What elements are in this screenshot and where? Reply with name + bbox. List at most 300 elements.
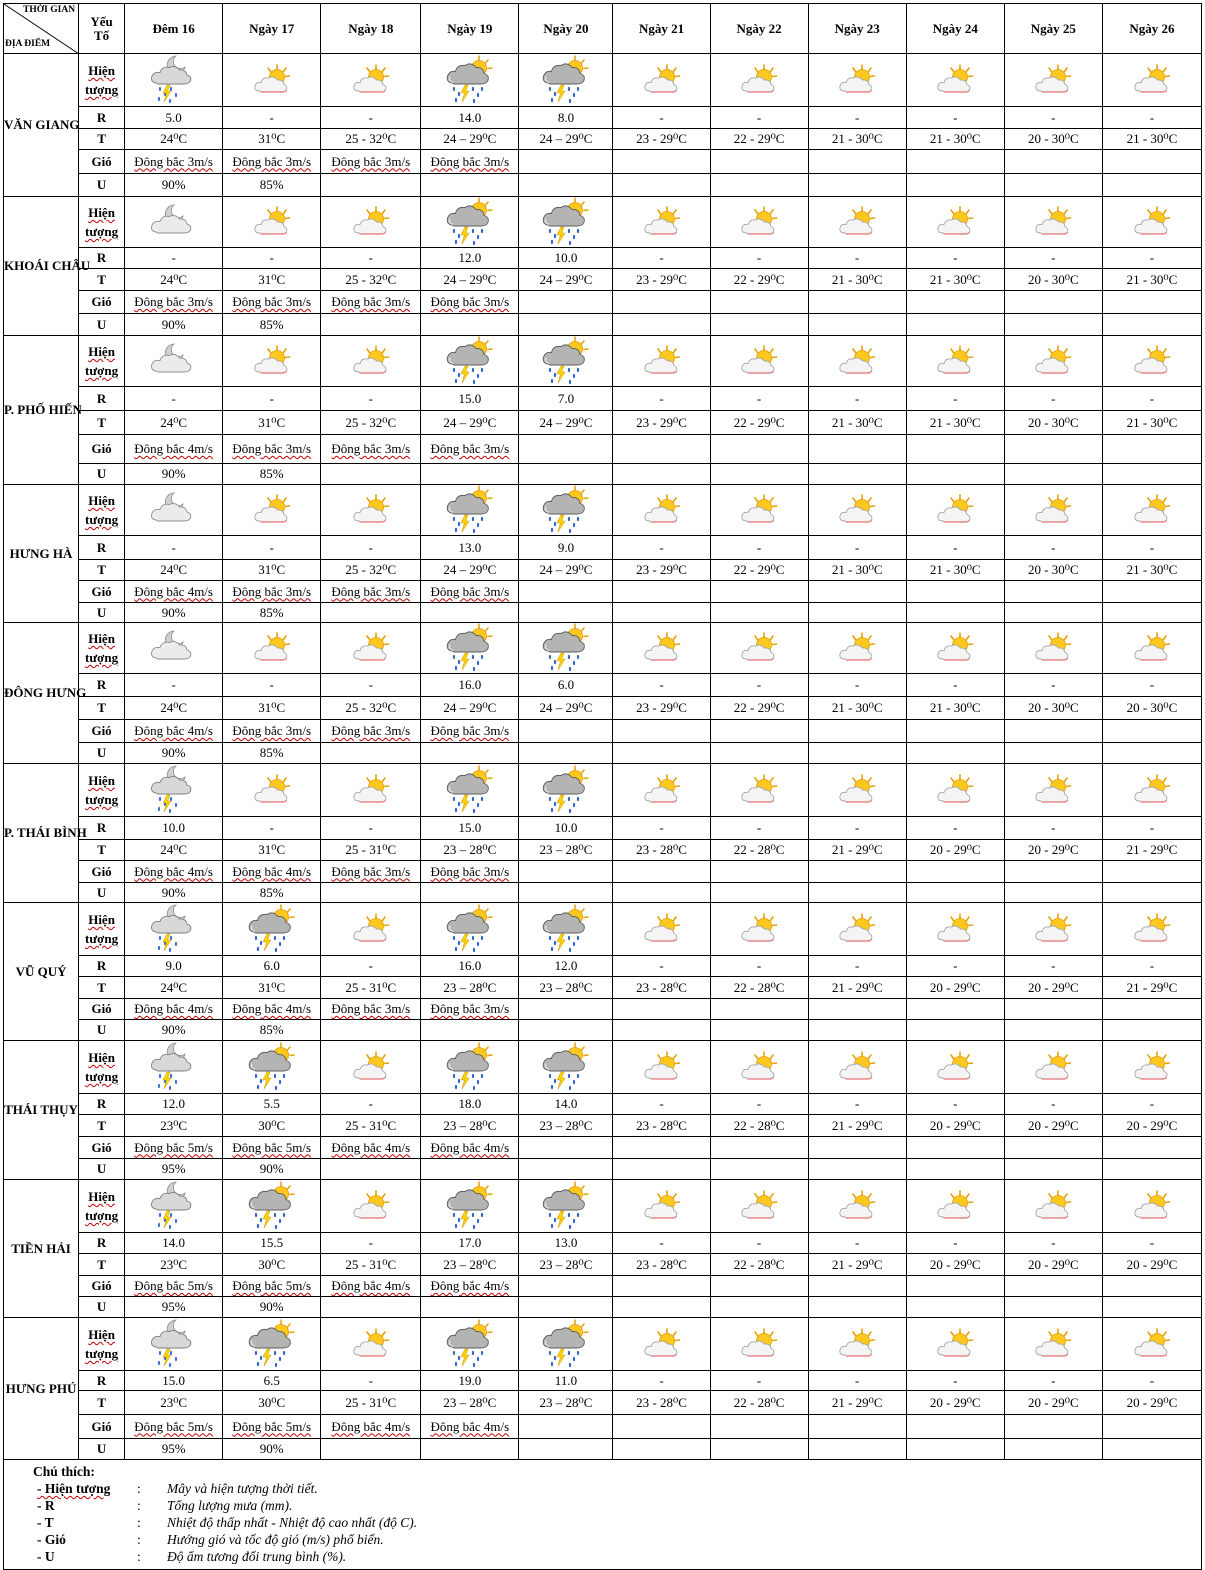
label-u: U: [79, 883, 125, 903]
wind-value: [421, 1276, 519, 1297]
temp-value: 31⁰C: [223, 269, 321, 291]
temp-value: 25 - 32⁰C: [321, 560, 421, 581]
humidity-value: [1004, 464, 1102, 485]
night-thunderstorm-icon: [125, 54, 222, 106]
weather-cell: [1004, 764, 1102, 817]
night-thunderstorm-icon: [125, 764, 222, 816]
humidity-value: [906, 1159, 1004, 1180]
rain-value: 12.0: [125, 1094, 223, 1115]
humidity-value: [1102, 743, 1201, 764]
label-t: T: [79, 697, 125, 720]
temp-value: 23 - 29⁰C: [613, 269, 710, 291]
rain-value: -: [808, 248, 906, 269]
weather-cell: [223, 1318, 321, 1371]
wind-value: [223, 581, 321, 603]
rain-value: -: [1102, 1233, 1201, 1254]
wind-value: [321, 435, 421, 464]
rain-value: -: [1102, 956, 1201, 977]
sun-behind-cloud-icon: [809, 344, 906, 378]
sun-behind-cloud-icon: [809, 63, 906, 97]
thunderstorm-icon: [519, 1042, 612, 1092]
rain-value: -: [223, 248, 321, 269]
humidity-value: [519, 883, 613, 903]
wind-value: [710, 1137, 808, 1159]
label-r: R: [79, 817, 125, 840]
temp-value: 21 - 30⁰C: [1102, 269, 1201, 291]
weather-cell: [321, 1318, 421, 1371]
temp-value: 21 - 30⁰C: [808, 129, 906, 150]
sun-behind-cloud-icon: [1103, 1189, 1201, 1223]
humidity-value: [519, 743, 613, 764]
wind-value: [125, 999, 223, 1020]
r-row: [4, 956, 1202, 977]
wind-value: [906, 999, 1004, 1020]
wind-value: [710, 720, 808, 743]
gio-row: [4, 291, 1202, 314]
note-key: - U: [37, 1549, 55, 1564]
wind-value: [223, 999, 321, 1020]
sun-behind-cloud-icon: [223, 344, 320, 378]
wind-value: [710, 291, 808, 314]
wind-text: Đông bắc 3m/s: [331, 441, 411, 456]
temp-value: 21 - 30⁰C: [906, 411, 1004, 435]
humidity-value: [613, 603, 710, 623]
temp-value: 31⁰C: [223, 697, 321, 720]
weather-cell: [421, 1180, 519, 1233]
t-row: [4, 1391, 1202, 1415]
rain-value: -: [613, 248, 710, 269]
humidity-value: [1004, 1159, 1102, 1180]
note-description: Độ ẩm tương đối trung bình (%).: [167, 1549, 347, 1564]
note-line: [4, 1480, 1201, 1497]
day-header-5: Ngày 21: [613, 4, 710, 54]
rain-value: -: [906, 674, 1004, 697]
rain-value: 6.0: [223, 956, 321, 977]
sun-behind-cloud-icon: [1005, 1189, 1102, 1223]
location-name: KHOÁI CHÂU: [4, 197, 79, 336]
sun-behind-cloud-icon: [809, 493, 906, 527]
weather-cell: [421, 197, 519, 248]
weather-cell: [1102, 485, 1201, 536]
temp-value: 25 - 31⁰C: [321, 840, 421, 861]
label-gio: Gió: [79, 150, 125, 174]
thunderstorm-icon: [421, 1319, 518, 1369]
sun-behind-cloud-icon: [1103, 1327, 1201, 1361]
wind-value: [613, 581, 710, 603]
humidity-value: 90%: [125, 464, 223, 485]
weather-cell: [808, 485, 906, 536]
label-r: R: [79, 107, 125, 129]
weather-cell: [613, 197, 710, 248]
rain-value: 7.0: [519, 387, 613, 411]
rain-value: -: [321, 107, 421, 129]
humidity-value: [421, 314, 519, 336]
label-t: T: [79, 411, 125, 435]
rain-value: -: [710, 387, 808, 411]
weather-cell: [125, 54, 223, 107]
wind-value: [421, 720, 519, 743]
weather-cell: [906, 197, 1004, 248]
label-hien-tuong-text: Hiện tượng: [85, 631, 119, 665]
header-corner: [4, 4, 79, 54]
humidity-value: [710, 1020, 808, 1041]
temp-value: 23 – 28⁰C: [421, 1254, 519, 1276]
thunderstorm-icon: [519, 904, 612, 954]
wind-value: [519, 581, 613, 603]
temp-value: 24⁰C: [125, 840, 223, 861]
temp-value: 24⁰C: [125, 977, 223, 999]
humidity-value: [1004, 314, 1102, 336]
note-line: [4, 1497, 1201, 1514]
weather-cell: [223, 54, 321, 107]
temp-value: 21 - 30⁰C: [808, 560, 906, 581]
wind-text: Đông bắc 4m/s: [134, 1001, 213, 1016]
wind-value: [1102, 861, 1201, 883]
sun-behind-cloud-icon: [223, 773, 320, 807]
rain-value: 15.0: [421, 387, 519, 411]
rain-value: -: [710, 536, 808, 560]
label-u: U: [79, 603, 125, 623]
sun-behind-cloud-icon: [223, 493, 320, 527]
label-gio: Gió: [79, 861, 125, 883]
humidity-value: [710, 743, 808, 764]
night-thunderstorm-icon: [125, 1180, 222, 1232]
temp-value: 21 - 29⁰C: [1102, 840, 1201, 861]
temp-value: 20 - 29⁰C: [906, 1115, 1004, 1137]
rain-value: -: [808, 956, 906, 977]
temp-value: 20 - 29⁰C: [1004, 840, 1102, 861]
weather-cell: [223, 764, 321, 817]
wind-value: [421, 999, 519, 1020]
weather-cell: [421, 336, 519, 387]
wind-value: [808, 581, 906, 603]
wind-text: Đông bắc 4m/s: [134, 723, 213, 738]
thunderstorm-icon: [223, 1319, 320, 1369]
wind-value: [808, 999, 906, 1020]
humidity-value: [1004, 1297, 1102, 1318]
rain-value: -: [125, 387, 223, 411]
temp-value: 20 - 29⁰C: [1102, 1115, 1201, 1137]
humidity-value: [519, 174, 613, 197]
wind-value: [125, 1137, 223, 1159]
temp-value: 22 - 28⁰C: [710, 1254, 808, 1276]
temp-value: 21 - 30⁰C: [808, 411, 906, 435]
weather-cell: [223, 903, 321, 956]
weather-cell: [519, 336, 613, 387]
sun-behind-cloud-icon: [321, 1327, 420, 1361]
hien-tuong-row: [4, 485, 1202, 536]
rain-value: -: [1102, 107, 1201, 129]
temp-value: 23 - 28⁰C: [613, 1254, 710, 1276]
wind-value: [906, 435, 1004, 464]
thunderstorm-icon: [421, 485, 518, 535]
label-t: T: [79, 1391, 125, 1415]
weather-cell: [1004, 1041, 1102, 1094]
weather-cell: [321, 903, 421, 956]
label-u: U: [79, 1159, 125, 1180]
humidity-value: [321, 314, 421, 336]
night-thunderstorm-icon: [125, 903, 222, 955]
rain-value: -: [906, 1094, 1004, 1115]
sun-behind-cloud-icon: [1005, 205, 1102, 239]
wind-text: Đông bắc 4m/s: [430, 1139, 510, 1155]
rain-value: 10.0: [519, 248, 613, 269]
wind-text: Đông bắc 4m/s: [134, 583, 213, 599]
wind-value: [1102, 720, 1201, 743]
humidity-value: [808, 1297, 906, 1318]
wind-text: Đông bắc 4m/s: [430, 1418, 510, 1434]
temp-value: 23⁰C: [125, 1391, 223, 1415]
wind-value: [1102, 999, 1201, 1020]
label-hien-tuong-text: Hiện tượng: [85, 493, 119, 527]
humidity-value: [710, 883, 808, 903]
sun-behind-cloud-icon: [809, 1189, 906, 1223]
location-name: ĐÔNG HƯNG: [4, 623, 79, 764]
temp-value: 23 – 28⁰C: [519, 1391, 613, 1415]
wind-text: Đông bắc 4m/s: [331, 1418, 411, 1434]
label-hien-tuong-text: Hiện tượng: [85, 1050, 119, 1084]
wind-value: [223, 291, 321, 314]
humidity-value: 90%: [125, 1020, 223, 1041]
humidity-value: [613, 1020, 710, 1041]
label-u: U: [79, 314, 125, 336]
humidity-value: [613, 1159, 710, 1180]
wind-value: [223, 861, 321, 883]
wind-value: [808, 1276, 906, 1297]
rain-value: -: [710, 674, 808, 697]
label-u: U: [79, 743, 125, 764]
wind-text: Đông bắc 3m/s: [232, 723, 312, 738]
wind-value: [421, 291, 519, 314]
wind-value: [519, 720, 613, 743]
rain-value: 14.0: [519, 1094, 613, 1115]
rain-value: -: [710, 107, 808, 129]
temp-value: 21 - 29⁰C: [1102, 977, 1201, 999]
wind-value: [613, 1276, 710, 1297]
note-description: Nhiệt độ thấp nhất - Nhiệt độ cao nhất (độ C).: [167, 1515, 418, 1530]
wind-text: Đông bắc 3m/s: [232, 441, 312, 456]
gio-row: [4, 150, 1202, 174]
wind-value: [421, 150, 519, 174]
wind-text: Đông bắc 5m/s: [232, 1139, 312, 1155]
temp-value: 20 - 29⁰C: [1102, 1254, 1201, 1276]
thunderstorm-icon: [421, 1042, 518, 1092]
forecast-table: [3, 3, 1202, 1570]
temp-value: 23 – 28⁰C: [421, 1391, 519, 1415]
wind-text: Đông bắc 3m/s: [430, 863, 510, 879]
temp-value: 20 - 30⁰C: [1004, 697, 1102, 720]
u-row: [4, 174, 1202, 197]
rain-value: -: [613, 1233, 710, 1254]
location-name: VŨ QUÝ: [4, 903, 79, 1041]
humidity-value: [421, 1297, 519, 1318]
temp-value: 20 - 29⁰C: [1102, 1391, 1201, 1415]
weather-cell: [321, 1041, 421, 1094]
rain-value: -: [906, 387, 1004, 411]
weather-cell: [519, 54, 613, 107]
location-name: TIỀN HẢI: [4, 1180, 79, 1318]
humidity-value: [1102, 464, 1201, 485]
rain-value: -: [906, 817, 1004, 840]
notes-row: [4, 1460, 1202, 1570]
label-r: R: [79, 1233, 125, 1254]
gio-row: [4, 1415, 1202, 1439]
sun-behind-cloud-icon: [613, 1327, 709, 1361]
humidity-value: [519, 1159, 613, 1180]
weather-cell: [710, 1180, 808, 1233]
label-r: R: [79, 1371, 125, 1391]
sun-behind-cloud-icon: [321, 773, 420, 807]
rain-value: -: [321, 1371, 421, 1391]
weather-cell: [808, 336, 906, 387]
humidity-value: [421, 174, 519, 197]
temp-value: 31⁰C: [223, 129, 321, 150]
t-row: [4, 560, 1202, 581]
weather-cell: [808, 623, 906, 674]
humidity-value: [1004, 174, 1102, 197]
weather-cell: [1004, 903, 1102, 956]
sun-behind-cloud-icon: [809, 1327, 906, 1361]
sun-behind-cloud-icon: [321, 1050, 420, 1084]
wind-value: [321, 1415, 421, 1439]
weather-cell: [519, 197, 613, 248]
sun-behind-cloud-icon: [1103, 631, 1201, 665]
humidity-value: [613, 743, 710, 764]
label-hien-tuong-text: Hiện tượng: [85, 1327, 119, 1361]
wind-value: [1004, 1415, 1102, 1439]
weather-cell: [1102, 54, 1201, 107]
humidity-value: [321, 883, 421, 903]
weather-cell: [808, 903, 906, 956]
humidity-value: 90%: [125, 603, 223, 623]
wind-text: Đông bắc 4m/s: [232, 863, 312, 879]
note-key: - R: [37, 1498, 55, 1513]
sun-behind-cloud-icon: [1103, 1050, 1201, 1084]
note-line: [4, 1531, 1201, 1548]
humidity-value: [1102, 1020, 1201, 1041]
humidity-value: [808, 743, 906, 764]
weather-cell: [808, 1180, 906, 1233]
temp-value: 21 - 29⁰C: [808, 977, 906, 999]
rain-value: 11.0: [519, 1371, 613, 1391]
wind-value: [613, 291, 710, 314]
humidity-value: [808, 603, 906, 623]
label-t: T: [79, 977, 125, 999]
hien-tuong-row: [4, 903, 1202, 956]
weather-cell: [125, 764, 223, 817]
weather-cell: [421, 485, 519, 536]
humidity-value: [1102, 883, 1201, 903]
rain-value: -: [613, 956, 710, 977]
wind-value: [125, 720, 223, 743]
label-r: R: [79, 536, 125, 560]
t-row: [4, 411, 1202, 435]
label-hien-tuong: [79, 1041, 125, 1094]
humidity-value: [613, 883, 710, 903]
rain-value: 9.0: [519, 536, 613, 560]
temp-value: 20 - 30⁰C: [1102, 697, 1201, 720]
temp-value: 20 - 30⁰C: [1004, 129, 1102, 150]
note-separator: :: [137, 1498, 141, 1513]
r-row: [4, 1371, 1202, 1391]
hien-tuong-row: [4, 197, 1202, 248]
temp-value: 25 - 31⁰C: [321, 1391, 421, 1415]
label-hien-tuong: [79, 1180, 125, 1233]
note-key: - Gió: [37, 1532, 66, 1547]
rain-value: -: [1004, 1371, 1102, 1391]
temp-value: 20 - 30⁰C: [1004, 411, 1102, 435]
wind-value: [1102, 1276, 1201, 1297]
wind-text: Đông bắc 4m/s: [331, 1139, 411, 1155]
rain-value: -: [125, 248, 223, 269]
t-row: [4, 1254, 1202, 1276]
rain-value: 15.5: [223, 1233, 321, 1254]
sun-behind-cloud-icon: [711, 1327, 808, 1361]
humidity-value: [808, 174, 906, 197]
temp-value: 31⁰C: [223, 411, 321, 435]
temp-value: 30⁰C: [223, 1115, 321, 1137]
thunderstorm-icon: [223, 904, 320, 954]
r-row: [4, 248, 1202, 269]
wind-value: [223, 720, 321, 743]
humidity-value: [808, 1159, 906, 1180]
humidity-value: [808, 883, 906, 903]
weather-cell: [906, 336, 1004, 387]
sun-behind-cloud-icon: [809, 773, 906, 807]
humidity-value: 90%: [125, 314, 223, 336]
night-thunderstorm-icon: [125, 1318, 222, 1370]
rain-value: -: [613, 536, 710, 560]
notes-title: Chú thích:: [33, 1464, 95, 1479]
temp-value: 22 - 29⁰C: [710, 411, 808, 435]
u-row: [4, 883, 1202, 903]
humidity-value: [1004, 1020, 1102, 1041]
label-gio: Gió: [79, 435, 125, 464]
cloudy-night-icon: [125, 202, 222, 242]
wind-value: [421, 1137, 519, 1159]
rain-value: -: [710, 1371, 808, 1391]
label-hien-tuong: [79, 623, 125, 674]
temp-value: 23 – 28⁰C: [421, 977, 519, 999]
label-hien-tuong: [79, 764, 125, 817]
rain-value: 6.0: [519, 674, 613, 697]
rain-value: 14.0: [421, 107, 519, 129]
temp-value: 23⁰C: [125, 1115, 223, 1137]
sun-behind-cloud-icon: [711, 205, 808, 239]
sun-behind-cloud-icon: [711, 912, 808, 946]
weather-cell: [125, 1318, 223, 1371]
weather-cell: [1102, 1041, 1201, 1094]
rain-value: -: [906, 1371, 1004, 1391]
wind-text: Đông bắc 3m/s: [331, 294, 411, 309]
t-row: [4, 840, 1202, 861]
humidity-value: [906, 174, 1004, 197]
sun-behind-cloud-icon: [907, 1189, 1004, 1223]
humidity-value: [519, 314, 613, 336]
t-row: [4, 977, 1202, 999]
temp-value: 20 - 30⁰C: [1004, 560, 1102, 581]
rain-value: -: [613, 387, 710, 411]
temp-value: 23 - 28⁰C: [613, 1115, 710, 1137]
weather-cell: [519, 1041, 613, 1094]
gio-row: [4, 861, 1202, 883]
u-row: [4, 1020, 1202, 1041]
temp-value: 21 - 30⁰C: [906, 129, 1004, 150]
temp-value: 21 - 30⁰C: [808, 269, 906, 291]
humidity-value: [421, 883, 519, 903]
temp-value: 24⁰C: [125, 411, 223, 435]
weather-cell: [710, 336, 808, 387]
